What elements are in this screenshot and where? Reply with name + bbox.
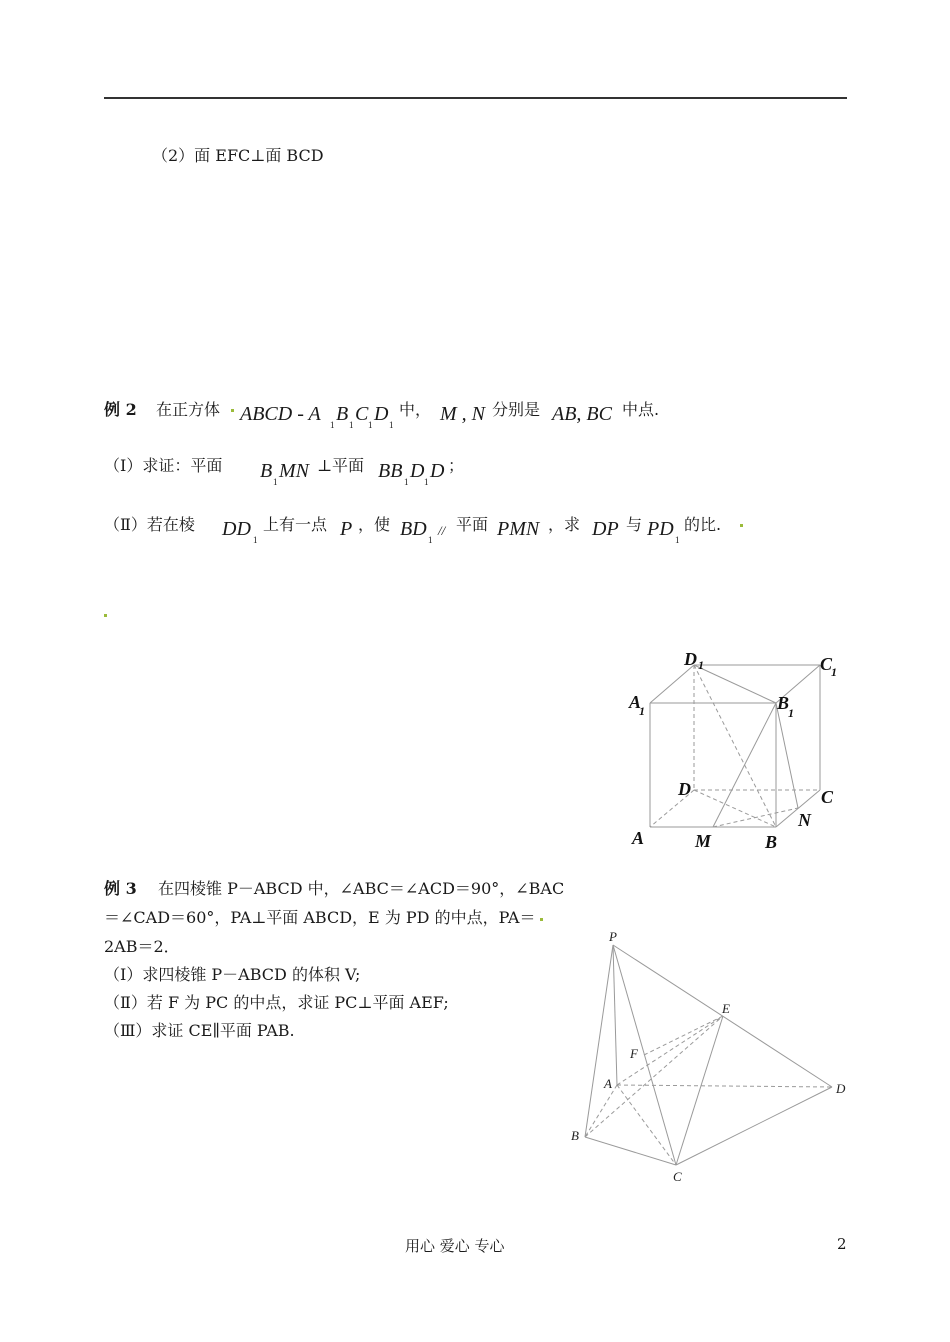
sub-1: 1: [389, 420, 394, 430]
q1-b: B: [260, 460, 273, 482]
q1-bb: BB: [378, 460, 403, 482]
q2-pd: PD: [647, 518, 674, 540]
q2-p: P: [340, 518, 353, 540]
label-F: F: [630, 1046, 638, 1061]
cube-b1: B: [336, 403, 349, 425]
q2-text-d: 平面: [456, 515, 489, 534]
sub-1: 1: [273, 477, 278, 487]
ex3-q1: （Ⅰ）求四棱锥 P－ABCD 的体积 V;: [104, 965, 361, 984]
cube-name: ABCD - A: [240, 403, 321, 425]
label-B: B: [571, 1128, 579, 1143]
q1-d1: D: [410, 460, 425, 482]
marker-dot: [104, 614, 107, 617]
zhongdian-text: 中点.: [622, 400, 660, 419]
q1-perp: ⊥平面: [317, 456, 365, 475]
label-sub: 1: [788, 706, 794, 720]
ex3-q2: （Ⅱ）若 F 为 PC 的中点，求证 PC⊥平面 AEF;: [104, 993, 449, 1012]
q2-dd: DD: [222, 518, 251, 540]
sub-1: 1: [349, 420, 354, 430]
example-2-label: 例 2: [104, 400, 137, 419]
marker-dot: [540, 918, 543, 921]
sub-1: 1: [404, 477, 409, 487]
label-sub: 1: [831, 665, 837, 679]
label-B1: B: [777, 693, 790, 713]
q2-text-c: ，使: [358, 515, 391, 534]
abbc-text: AB, BC: [552, 403, 612, 425]
q2-pmn: PMN: [497, 518, 540, 540]
label-D: D: [678, 779, 691, 799]
q2-text-e: ，求: [548, 515, 581, 534]
label-M: M: [695, 831, 712, 851]
ex3-line1: 在四棱锥 P－ABCD 中，∠ABC＝∠ACD＝90°，∠BAC: [158, 879, 565, 898]
label-sub: 1: [639, 704, 645, 718]
marker-dot: [740, 524, 743, 527]
label-C: C: [821, 787, 834, 807]
label-sub: 1: [698, 658, 704, 672]
header-rule: [104, 97, 847, 99]
marker-dot: [231, 409, 234, 412]
q1-end: ；: [448, 456, 465, 475]
sub-1: 1: [253, 535, 258, 545]
label-C1: C: [820, 654, 833, 674]
page-number: 2: [837, 1235, 847, 1253]
part2-text: （2）面 EFC⊥面 BCD: [152, 146, 324, 165]
label-P: P: [609, 929, 617, 944]
q2-parallel: //: [438, 523, 446, 538]
ex3-q3: （Ⅲ）求证 CE∥平面 PAB.: [104, 1021, 295, 1040]
sub-1: 1: [424, 477, 429, 487]
mid-text: 中，: [399, 400, 432, 419]
footer-text: 用心 爱心 专心: [405, 1237, 505, 1255]
label-D: D: [836, 1081, 846, 1096]
mn-text: M , N: [440, 403, 485, 425]
label-A1: A: [629, 692, 642, 712]
label-N: N: [798, 810, 811, 830]
label-A: A: [632, 828, 645, 848]
example-3-label: 例 3: [104, 879, 137, 898]
pyramid-figure: [560, 925, 860, 1190]
label-E: E: [722, 1001, 730, 1016]
label-A: A: [604, 1076, 612, 1091]
q1-mn: MN: [279, 460, 309, 482]
cube-d1: D: [374, 403, 389, 425]
sub-1: 1: [330, 420, 335, 430]
example-2-intro: 在正方体: [156, 400, 221, 419]
q2-text-g: 的比.: [684, 515, 722, 534]
q2-bd: BD: [400, 518, 427, 540]
label-D1: D: [684, 649, 697, 669]
q1-d: D: [430, 460, 445, 482]
ex3-line2: ＝∠CAD＝60°，PA⊥平面 ABCD，E 为 PD 的中点，PA＝: [104, 908, 536, 927]
cube-figure: [620, 645, 850, 860]
q2-text: （Ⅱ）若在棱: [104, 515, 195, 534]
sub-1: 1: [428, 535, 433, 545]
q2-dp: DP: [592, 518, 619, 540]
sub-1: 1: [675, 535, 680, 545]
q2-text-f: 与: [626, 515, 643, 534]
cube-c1: C: [355, 403, 369, 425]
label-C: C: [673, 1169, 682, 1184]
q1-text: （Ⅰ）求证：平面: [104, 456, 223, 475]
ex3-line3: 2AB＝2．: [104, 937, 180, 956]
sub-1: 1: [368, 420, 373, 430]
fenbie-text: 分别是: [492, 400, 541, 419]
label-B: B: [765, 832, 778, 852]
q2-text-b: 上有一点: [263, 515, 328, 534]
